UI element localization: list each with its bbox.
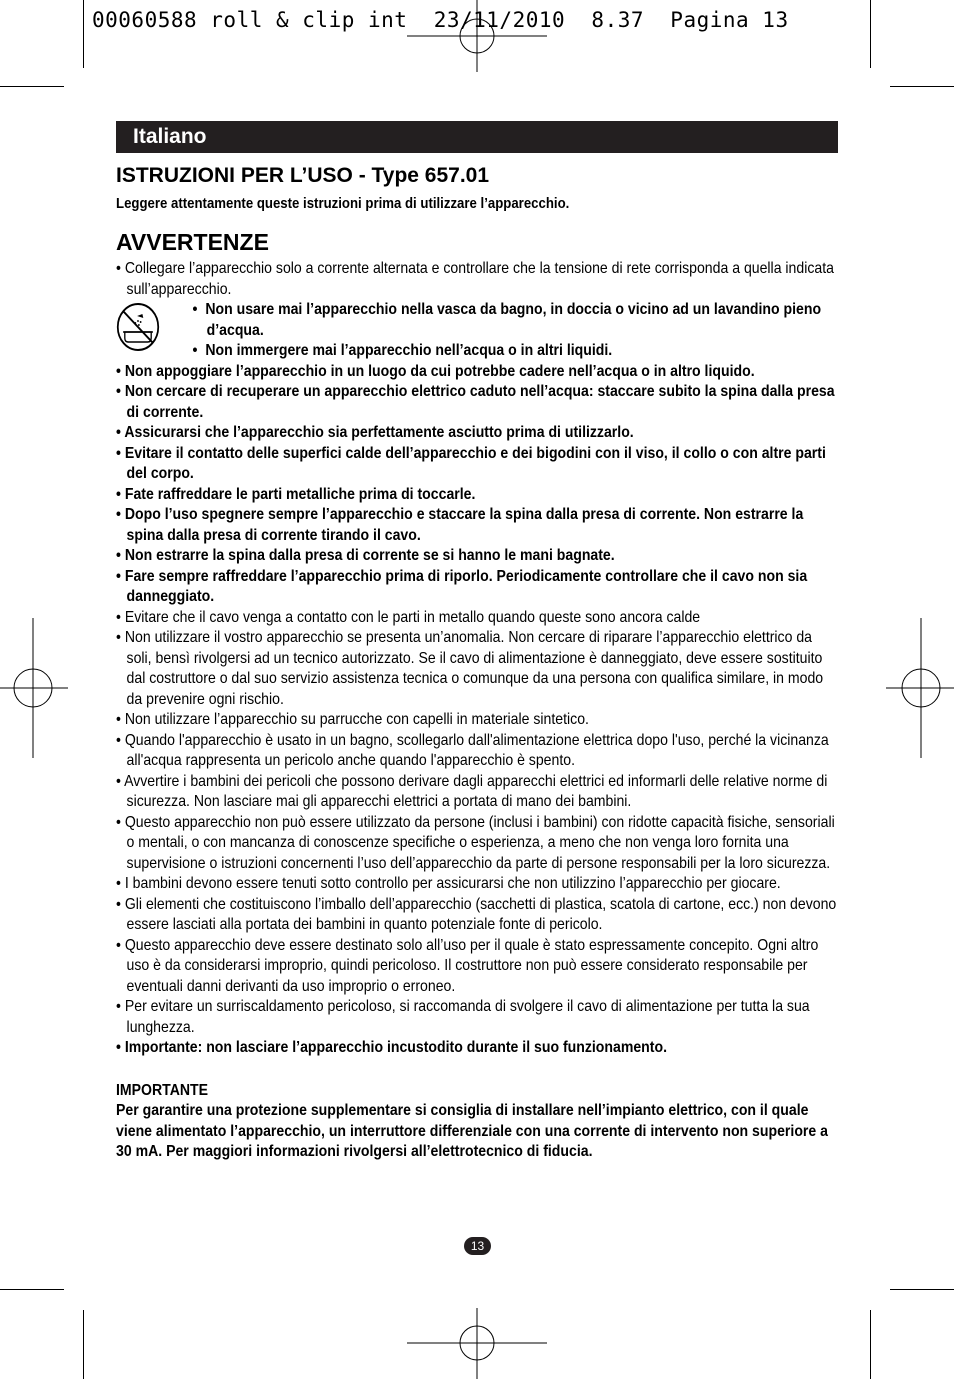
warning-item: • Non cercare di recuperare un apparecchio elettrico caduto nell’acqua: staccare subito la spina dalla presa di corrente. — [116, 383, 835, 421]
crop-mark — [83, 0, 84, 68]
water-warning-item: • Non immergere mai l’apparecchio nell’acqua o in altri liquidi. — [192, 342, 613, 359]
water-warning-block — [116, 300, 838, 362]
warning-item: • Non appoggiare l’apparecchio in un luogo da cui potrebbe cadere nell’acqua o in altro liquido. — [116, 362, 755, 380]
water-warning-item: • Non usare mai l’apparecchio nella vasca da bagno, in doccia o vicino ad un lavandino pieno d’acqua. — [192, 301, 822, 339]
warning-item: • Questo apparecchio non può essere utilizzato da persone (inclusi i bambini) con ridotte capacità fisiche, sensoriali o mentali, o con mancanza di conoscenze specifiche o esperienza, a meno che non venga loro fornita una supervisione o istruzioni concernenti l’uso dell’apparecchio da parte di persone responsabili per la loro sicurezza. — [116, 813, 835, 872]
print-slug: 00060588 roll & clip int 23/11/2010 8.37 Pagina 13 — [92, 8, 789, 32]
crop-mark — [870, 1310, 871, 1379]
warning-item: • Gli elementi che costituiscono l’imballo dell’apparecchio (sacchetti di plastica, scatola di cartone, ecc.) non devono essere lasciati alla portata dei bambini in quanto potenziale fonte di pericolo. — [116, 895, 837, 933]
no-water-bath-icon — [114, 302, 162, 352]
warning-list — [116, 362, 838, 1059]
warning-item: • Fate raffreddare le parti metalliche prima di toccarle. — [116, 485, 476, 503]
warning-item: • Importante: non lasciare l’apparecchio incustodito durante il suo funzionamento. — [116, 1039, 667, 1056]
page-title: ISTRUZIONI PER L’USO - Type 657.01 — [116, 164, 490, 187]
crop-mark — [890, 86, 954, 87]
crop-mark — [890, 1289, 954, 1290]
warning-item: • Evitare che il cavo venga a contatto con le parti in metallo quando queste sono ancora calde — [116, 608, 701, 626]
crop-mark — [0, 86, 64, 87]
warning-item: • Dopo l’uso spegnere sempre l’apparecchio e staccare la spina dalla presa di corrente. Non estrarre la spina dalla presa di corrente tirando il cavo. — [116, 506, 804, 544]
important-heading: IMPORTANTE — [116, 1081, 209, 1099]
warning-item: • Per evitare un surriscaldamento pericoloso, si raccomanda di svolgere il cavo di alimentazione per tutta la sua lunghezza. — [116, 998, 810, 1036]
warning-item: • Non utilizzare il vostro apparecchio se presenta un’anomalia. Non cercare di riparare l’apparecchio elettrico da soli, bensì rivolgersi ad un tecnico autorizzato. Se il cavo di alimentazione è danneggiato, deve essere sostituito dal costruttore o dal suo servizio assistenza tecnica o comunque da una persona con qualifica similare, in modo da prevenire ogni rischio. — [116, 629, 824, 708]
important-text: Per garantire una protezione supplementare si consiglia di installare nell’impianto elettrico, con il quale viene alimentato l’apparecchio, un interruttore differenziale con una corrente di intervento non superiore a 30 mA. Per maggiori informazioni rivolgersi all’elettrotecnico di fiducia. — [116, 1102, 828, 1160]
warnings-content — [116, 259, 838, 1163]
crop-mark — [83, 1310, 84, 1379]
registration-mark-icon — [0, 618, 68, 758]
page-subtitle: Leggere attentamente queste istruzioni prima di utilizzare l’apparecchio. — [116, 195, 570, 212]
crop-mark — [0, 1289, 64, 1290]
registration-mark-icon — [886, 618, 954, 758]
warning-item: • Avvertire i bambini dei pericoli che possono derivare dagli apparecchi elettrici ed informarli delle relative norme di sicurezza. Non lasciare mai gli apparecchi elettrici a portata di mano dei bambini. — [116, 772, 828, 810]
crop-mark — [870, 0, 871, 68]
language-header: Italiano — [116, 121, 838, 153]
warnings-heading: AVVERTENZE — [116, 229, 269, 255]
warning-item: • Fare sempre raffreddare l’apparecchio prima di riporlo. Periodicamente controllare che il cavo non sia danneggiato. — [116, 567, 808, 605]
warning-item: • Collegare l’apparecchio solo a corrente alternata e controllare che la tensione di rete corrisponda a quella indicata sull’apparecchio. — [116, 260, 834, 298]
warning-item: • Evitare il contatto delle superfici calde dell’apparecchio e dei bigodini con il viso, il collo o con altre parti del corpo. — [116, 444, 826, 482]
registration-mark-icon — [407, 1308, 547, 1379]
warning-item: • Quando l'apparecchio è usato in un bagno, scollegarlo dall'alimentazione elettrica dopo l'uso, perché la vicinanza all'acqua rappresenta un pericolo anche quando l'apparecchio è spento. — [116, 731, 829, 769]
warning-item: • Questo apparecchio deve essere destinato solo all’uso per il quale è stato espressamente concepito. Ogni altro uso è da considerarsi improprio, quindi pericoloso. Il costruttore non può essere considerato responsabile per eventuali danni derivanti da uso improprio o erroneo. — [116, 936, 819, 995]
warning-item: • Non estrarre la spina dalla presa di corrente se si hanno le mani bagnate. — [116, 547, 615, 564]
page-number: 13 — [464, 1237, 491, 1255]
warning-item: • I bambini devono essere tenuti sotto controllo per assicurarsi che non utilizzino l’apparecchio per giocare. — [116, 875, 781, 892]
warning-item: • Non utilizzare l’apparecchio su parrucche con capelli in materiale sintetico. — [116, 711, 589, 728]
warning-item: • Assicurarsi che l’apparecchio sia perfettamente asciutto prima di utilizzarlo. — [116, 424, 634, 441]
